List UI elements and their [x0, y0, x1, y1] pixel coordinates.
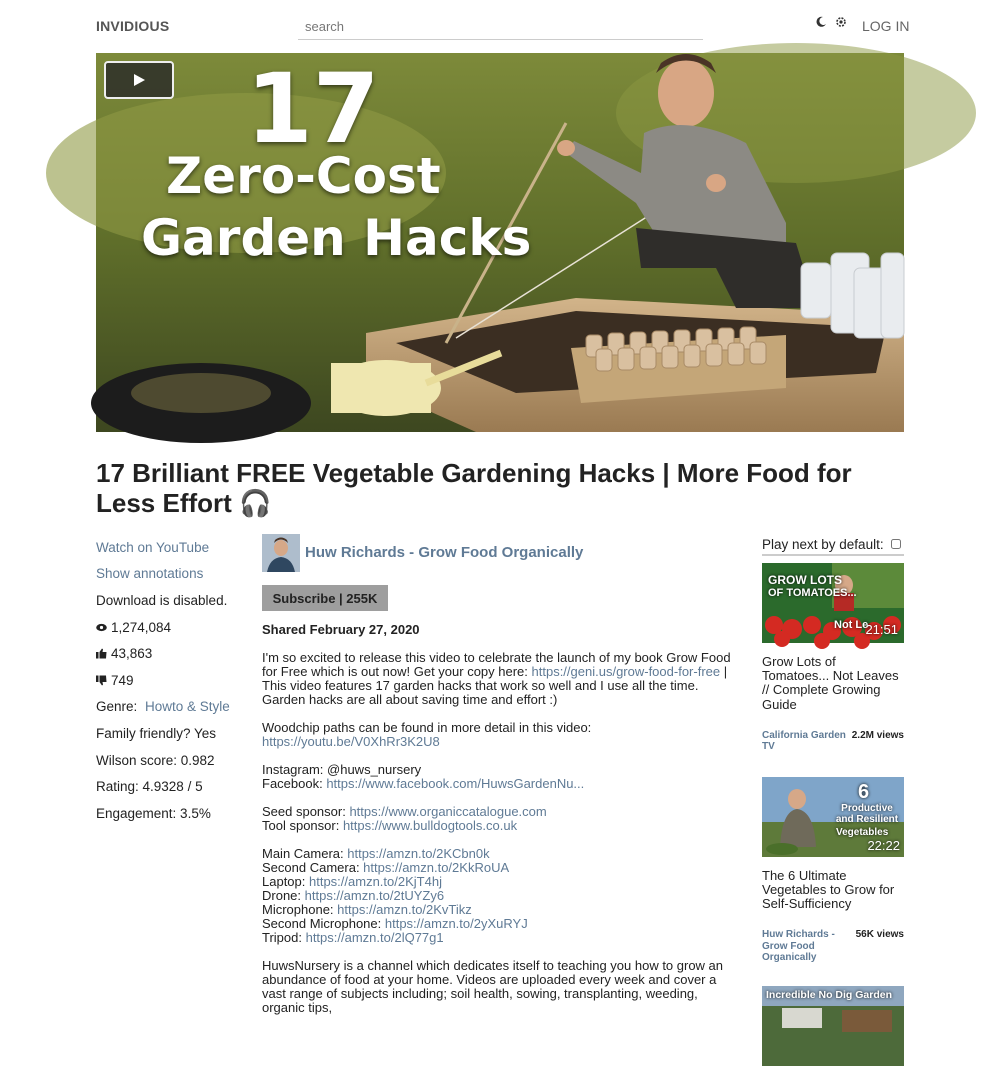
seed-sponsor-label: Seed sponsor:: [262, 804, 350, 819]
moon-icon[interactable]: [815, 16, 827, 31]
genre-label: Genre:: [96, 699, 142, 715]
recommended-views: 56K views: [855, 929, 904, 941]
gear-link[interactable]: https://amzn.to/2KjT4hj: [309, 874, 442, 889]
like-count: 43,863: [111, 646, 153, 662]
rating: Rating: 4.9328 / 5: [96, 779, 203, 795]
show-annotations-link[interactable]: Show annotations: [96, 566, 204, 582]
search-input[interactable]: [298, 14, 703, 40]
recommended-channel[interactable]: Huw Richards - Grow Food Organically: [762, 929, 835, 964]
video-title: 17 Brilliant FREE Vegetable Gardening Hacks | More Food for Less Effort 🎧: [96, 458, 852, 518]
thumbnail-caption: GROW LOTS: [768, 573, 842, 587]
gear-label: Second Camera:: [262, 860, 364, 875]
gear-label: Tripod:: [262, 930, 306, 945]
thumbnail-caption: Incredible No Dig Garden: [766, 988, 893, 1001]
instagram-handle: Instagram: @huws_nursery: [262, 762, 422, 777]
gear-label: Second Microphone:: [262, 916, 385, 931]
video-info-panel: [96, 534, 256, 827]
download-status: Download is disabled.: [96, 592, 228, 608]
gear-link[interactable]: https://amzn.to/2KkRoUA: [363, 860, 510, 875]
thumbs-down-icon: [96, 675, 107, 686]
recommended-thumbnail[interactable]: [762, 777, 904, 857]
facebook-link[interactable]: https://www.facebook.com/HuwsGardenNu...: [326, 776, 585, 791]
facebook-label: Facebook:: [262, 776, 327, 791]
book-link[interactable]: https://geni.us/grow-food-for-free: [531, 664, 721, 679]
brand-logo[interactable]: INVIDIOUS: [96, 18, 170, 34]
recommended-video[interactable]: [762, 986, 904, 1066]
genre-link[interactable]: Howto & Style: [145, 699, 230, 715]
watch-on-youtube-link[interactable]: Watch on YouTube: [96, 539, 210, 555]
thumbnail-line-1: Zero-Cost: [166, 147, 441, 205]
thumbnail-number: 17: [246, 53, 380, 165]
recommendations-sidebar: [762, 534, 904, 1066]
recommended-channel[interactable]: California Garden TV: [762, 729, 846, 753]
video-player[interactable]: [96, 53, 904, 432]
recommended-views: 2.2M views: [851, 729, 904, 741]
thumbs-up-icon: [96, 648, 107, 659]
gear-label: Main Camera:: [262, 846, 348, 861]
video-duration: 22:22: [867, 837, 900, 853]
gear-link[interactable]: https://amzn.to/2tUYZy6: [304, 888, 445, 903]
gear-label: Drone:: [262, 888, 305, 903]
thumbnail-caption: OF TOMATOES...: [768, 587, 857, 599]
thumbnail-line-2: Garden Hacks: [141, 209, 532, 267]
login-link[interactable]: LOG IN: [862, 18, 910, 34]
channel-name-link[interactable]: Huw Richards - Grow Food Organically: [305, 544, 584, 561]
play-button[interactable]: [104, 61, 174, 99]
video-duration: 21:51: [865, 622, 898, 637]
gear-link[interactable]: https://amzn.to/2lQ77g1: [305, 930, 444, 945]
wilson-score: Wilson score: 0.982: [96, 752, 215, 768]
description-text: I'm so excited to release this video to celebrate the launch of my book Grow Food for Free which is out now! Get your copy here:: [262, 650, 731, 679]
thumbnail-caption: 6: [858, 780, 870, 803]
gear-link[interactable]: https://amzn.to/2yXuRYJ: [384, 916, 528, 931]
tool-sponsor-link[interactable]: https://www.bulldogtools.co.uk: [342, 818, 518, 833]
dislike-count: 749: [111, 672, 134, 688]
engagement: Engagement: 3.5%: [96, 805, 211, 821]
eye-icon: [96, 623, 107, 632]
gear-icon[interactable]: [835, 16, 847, 31]
woodchip-text: Woodchip paths can be found in more detail in this video:: [262, 720, 592, 735]
recommended-thumbnail[interactable]: [762, 986, 904, 1066]
thumbnail-caption: Not Le: [834, 619, 869, 631]
family-friendly: Family friendly? Yes: [96, 725, 217, 741]
gear-link[interactable]: https://amzn.to/2KCbn0k: [347, 846, 490, 861]
play-next-checkbox[interactable]: [891, 539, 901, 549]
view-count: 1,274,084: [111, 619, 172, 635]
recommended-title[interactable]: The 6 Ultimate Vegetables to Grow for Self-Sufficiency: [762, 867, 895, 912]
woodchip-video-link[interactable]: https://youtu.be/V0XhRr3K2U8: [262, 734, 440, 749]
thumbnail-caption: Productive and Resilient: [835, 802, 899, 825]
gear-label: Laptop:: [262, 874, 309, 889]
recommended-title[interactable]: Grow Lots of Tomatoes... Not Leaves // Complete Growing Guide: [762, 654, 899, 712]
channel-avatar[interactable]: [262, 534, 300, 572]
seed-sponsor-link[interactable]: https://www.organiccatalogue.com: [349, 804, 547, 819]
subscribe-button[interactable]: Subscribe | 255K: [262, 585, 388, 611]
description-block: [262, 651, 742, 1015]
channel-about-text: HuwsNursery is a channel which dedicates itself to teaching you how to grow an abundance of food at your home. Videos are uploaded every week and cover a vast range of subjects including; soil health, sowing, transplanting, weeding, organic tips,: [262, 958, 724, 1015]
play-icon: [132, 73, 146, 87]
recommended-video[interactable]: [762, 563, 904, 753]
shared-date: Shared February 27, 2020: [262, 622, 420, 637]
gear-link[interactable]: https://amzn.to/2KvTikz: [337, 902, 472, 917]
recommended-video[interactable]: [762, 777, 904, 964]
play-next-label: Play next by default:: [762, 536, 888, 552]
recommended-thumbnail[interactable]: [762, 563, 904, 643]
tool-sponsor-label: Tool sponsor:: [262, 818, 343, 833]
description-text-rest: | This video features 17 garden hacks that work so well and I use all the time. Garden hacks are all about saving time and effort :): [262, 664, 728, 707]
video-description-panel: [262, 534, 742, 1015]
thumbnail-caption: Vegetables: [836, 826, 889, 838]
gear-label: Microphone:: [262, 902, 338, 917]
